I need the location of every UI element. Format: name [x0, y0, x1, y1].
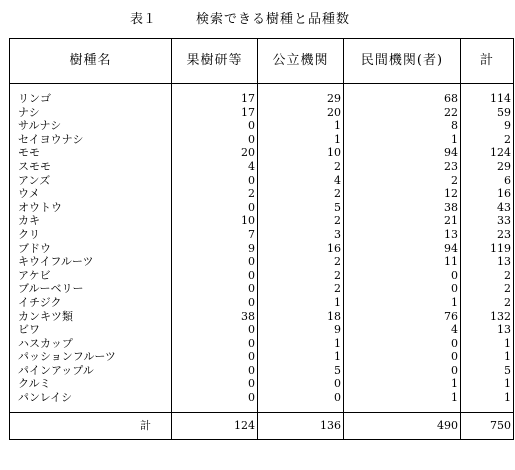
- row-total-cell: 6: [461, 174, 514, 188]
- spacer-cell: [461, 405, 514, 413]
- private-institutions-count-cell: 76: [344, 310, 461, 324]
- table-row: [10, 255, 514, 269]
- row-total-cell: 59: [461, 106, 514, 120]
- table-row: [10, 119, 514, 133]
- row-total-cell: 2: [461, 269, 514, 283]
- table-row: [10, 391, 514, 405]
- table-body: [10, 84, 514, 440]
- table-title: 検索できる樹種と品種数: [196, 12, 351, 27]
- species-name-cell: スモモ: [10, 160, 172, 174]
- public-institutions-count-cell: 1: [258, 337, 344, 351]
- private-institutions-count-cell: 38: [344, 201, 461, 215]
- private-institutions-count-cell: 23: [344, 160, 461, 174]
- private-institutions-count-cell: 0: [344, 337, 461, 351]
- fruit-institute-count-cell: 17: [172, 106, 258, 120]
- row-total-cell: 124: [461, 146, 514, 160]
- table-row: [10, 337, 514, 351]
- table-row: [10, 187, 514, 201]
- spacer-cell: [258, 405, 344, 413]
- public-institutions-count-cell: 29: [258, 92, 344, 106]
- species-name-cell: ビワ: [10, 323, 172, 337]
- private-institutions-count-cell: 94: [344, 242, 461, 256]
- total-grand-cell: 750: [461, 412, 514, 439]
- public-institutions-count-cell: 2: [258, 269, 344, 283]
- species-name-cell: オウトウ: [10, 201, 172, 215]
- row-total-cell: 132: [461, 310, 514, 324]
- spacer-cell: [10, 405, 172, 413]
- public-institutions-count-cell: 1: [258, 296, 344, 310]
- private-institutions-count-cell: 13: [344, 228, 461, 242]
- spacer-cell: [172, 405, 258, 413]
- total-public-institutions-cell: 136: [258, 412, 344, 439]
- row-total-cell: 1: [461, 350, 514, 364]
- fruit-institute-count-cell: 38: [172, 310, 258, 324]
- public-institutions-count-cell: 20: [258, 106, 344, 120]
- spacer-row: [10, 84, 514, 93]
- public-institutions-count-cell: 1: [258, 350, 344, 364]
- total-private-institutions-cell: 490: [344, 412, 461, 439]
- table-caption: [0, 8, 515, 28]
- fruit-institute-count-cell: 0: [172, 391, 258, 405]
- table-row: [10, 296, 514, 310]
- fruit-institute-count-cell: 0: [172, 269, 258, 283]
- fruit-institute-count-cell: 7: [172, 228, 258, 242]
- row-total-cell: 43: [461, 201, 514, 215]
- table-row: [10, 92, 514, 106]
- table-row: [10, 228, 514, 242]
- fruit-institute-count-cell: 0: [172, 282, 258, 296]
- species-name-cell: モモ: [10, 146, 172, 160]
- private-institutions-count-cell: 2: [344, 174, 461, 188]
- row-total-cell: 1: [461, 377, 514, 391]
- public-institutions-count-cell: 16: [258, 242, 344, 256]
- header-public-institutions: 公立機関: [258, 39, 344, 84]
- public-institutions-count-cell: 5: [258, 364, 344, 378]
- species-name-cell: アケビ: [10, 269, 172, 283]
- species-name-cell: リンゴ: [10, 92, 172, 106]
- spacer-row: [10, 405, 514, 413]
- row-total-cell: 13: [461, 323, 514, 337]
- fruit-institute-count-cell: 2: [172, 187, 258, 201]
- spacer-cell: [461, 84, 514, 93]
- fruit-institute-count-cell: 20: [172, 146, 258, 160]
- table-row: [10, 269, 514, 283]
- header-row: [10, 39, 514, 84]
- public-institutions-count-cell: 5: [258, 201, 344, 215]
- species-name-cell: ウメ: [10, 187, 172, 201]
- public-institutions-count-cell: 3: [258, 228, 344, 242]
- row-total-cell: 5: [461, 364, 514, 378]
- fruit-institute-count-cell: 0: [172, 364, 258, 378]
- private-institutions-count-cell: 0: [344, 364, 461, 378]
- table-row: [10, 133, 514, 147]
- species-name-cell: アンズ: [10, 174, 172, 188]
- private-institutions-count-cell: 21: [344, 214, 461, 228]
- private-institutions-count-cell: 68: [344, 92, 461, 106]
- spacer-cell: [258, 84, 344, 93]
- private-institutions-count-cell: 0: [344, 350, 461, 364]
- row-total-cell: 33: [461, 214, 514, 228]
- table-row: [10, 377, 514, 391]
- species-name-cell: ハスカップ: [10, 337, 172, 351]
- fruit-institute-count-cell: 0: [172, 350, 258, 364]
- private-institutions-count-cell: 1: [344, 391, 461, 405]
- fruit-institute-count-cell: 0: [172, 255, 258, 269]
- spacer-cell: [172, 84, 258, 93]
- public-institutions-count-cell: 2: [258, 160, 344, 174]
- private-institutions-count-cell: 1: [344, 296, 461, 310]
- public-institutions-count-cell: 1: [258, 119, 344, 133]
- cultivar-count-table: [9, 38, 514, 440]
- row-total-cell: 1: [461, 337, 514, 351]
- fruit-institute-count-cell: 0: [172, 119, 258, 133]
- fruit-institute-count-cell: 9: [172, 242, 258, 256]
- table-row: [10, 146, 514, 160]
- header-fruit-institute: 果樹研等: [172, 39, 258, 84]
- public-institutions-count-cell: 2: [258, 255, 344, 269]
- public-institutions-count-cell: 4: [258, 174, 344, 188]
- fruit-institute-count-cell: 4: [172, 160, 258, 174]
- species-name-cell: カキ: [10, 214, 172, 228]
- row-total-cell: 2: [461, 133, 514, 147]
- table-row: [10, 323, 514, 337]
- public-institutions-count-cell: 9: [258, 323, 344, 337]
- header-private-institutions: 民間機関(者): [344, 39, 461, 84]
- row-total-cell: 119: [461, 242, 514, 256]
- public-institutions-count-cell: 0: [258, 377, 344, 391]
- fruit-institute-count-cell: 0: [172, 133, 258, 147]
- row-total-cell: 16: [461, 187, 514, 201]
- private-institutions-count-cell: 0: [344, 282, 461, 296]
- species-name-cell: クリ: [10, 228, 172, 242]
- fruit-institute-count-cell: 0: [172, 377, 258, 391]
- row-total-cell: 13: [461, 255, 514, 269]
- public-institutions-count-cell: 2: [258, 187, 344, 201]
- private-institutions-count-cell: 8: [344, 119, 461, 133]
- public-institutions-count-cell: 2: [258, 214, 344, 228]
- public-institutions-count-cell: 0: [258, 391, 344, 405]
- species-name-cell: パインアップル: [10, 364, 172, 378]
- species-name-cell: ブルーベリー: [10, 282, 172, 296]
- row-total-cell: 23: [461, 228, 514, 242]
- species-name-cell: イチジク: [10, 296, 172, 310]
- private-institutions-count-cell: 1: [344, 133, 461, 147]
- species-name-cell: ナシ: [10, 106, 172, 120]
- species-name-cell: パッションフルーツ: [10, 350, 172, 364]
- public-institutions-count-cell: 18: [258, 310, 344, 324]
- public-institutions-count-cell: 10: [258, 146, 344, 160]
- total-fruit-institute-cell: 124: [172, 412, 258, 439]
- header-total: 計: [461, 39, 514, 84]
- fruit-institute-count-cell: 10: [172, 214, 258, 228]
- private-institutions-count-cell: 11: [344, 255, 461, 269]
- private-institutions-count-cell: 4: [344, 323, 461, 337]
- public-institutions-count-cell: 1: [258, 133, 344, 147]
- row-total-cell: 9: [461, 119, 514, 133]
- table-row: [10, 201, 514, 215]
- spacer-cell: [10, 84, 172, 93]
- total-row: [10, 412, 514, 439]
- private-institutions-count-cell: 22: [344, 106, 461, 120]
- private-institutions-count-cell: 94: [344, 146, 461, 160]
- row-total-cell: 1: [461, 391, 514, 405]
- table-row: [10, 364, 514, 378]
- total-label: 計: [10, 412, 172, 439]
- row-total-cell: 2: [461, 282, 514, 296]
- table-row: [10, 160, 514, 174]
- species-name-cell: セイヨウナシ: [10, 133, 172, 147]
- fruit-institute-count-cell: 0: [172, 323, 258, 337]
- fruit-institute-count-cell: 0: [172, 201, 258, 215]
- private-institutions-count-cell: 1: [344, 377, 461, 391]
- row-total-cell: 2: [461, 296, 514, 310]
- species-name-cell: ブドウ: [10, 242, 172, 256]
- species-name-cell: パンレイシ: [10, 391, 172, 405]
- row-total-cell: 114: [461, 92, 514, 106]
- fruit-institute-count-cell: 0: [172, 337, 258, 351]
- header-species: 樹種名: [10, 39, 172, 84]
- table-row: [10, 106, 514, 120]
- private-institutions-count-cell: 0: [344, 269, 461, 283]
- table-row: [10, 310, 514, 324]
- fruit-institute-count-cell: 0: [172, 174, 258, 188]
- table-row: [10, 214, 514, 228]
- public-institutions-count-cell: 2: [258, 282, 344, 296]
- spacer-cell: [344, 84, 461, 93]
- fruit-institute-count-cell: 0: [172, 296, 258, 310]
- private-institutions-count-cell: 12: [344, 187, 461, 201]
- species-name-cell: クルミ: [10, 377, 172, 391]
- table-row: [10, 282, 514, 296]
- species-name-cell: サルナシ: [10, 119, 172, 133]
- row-total-cell: 29: [461, 160, 514, 174]
- species-name-cell: キウイフルーツ: [10, 255, 172, 269]
- spacer-cell: [344, 405, 461, 413]
- table-row: [10, 174, 514, 188]
- species-name-cell: カンキツ類: [10, 310, 172, 324]
- table-row: [10, 350, 514, 364]
- fruit-institute-count-cell: 17: [172, 92, 258, 106]
- table-row: [10, 242, 514, 256]
- table-number: 表１: [130, 12, 157, 27]
